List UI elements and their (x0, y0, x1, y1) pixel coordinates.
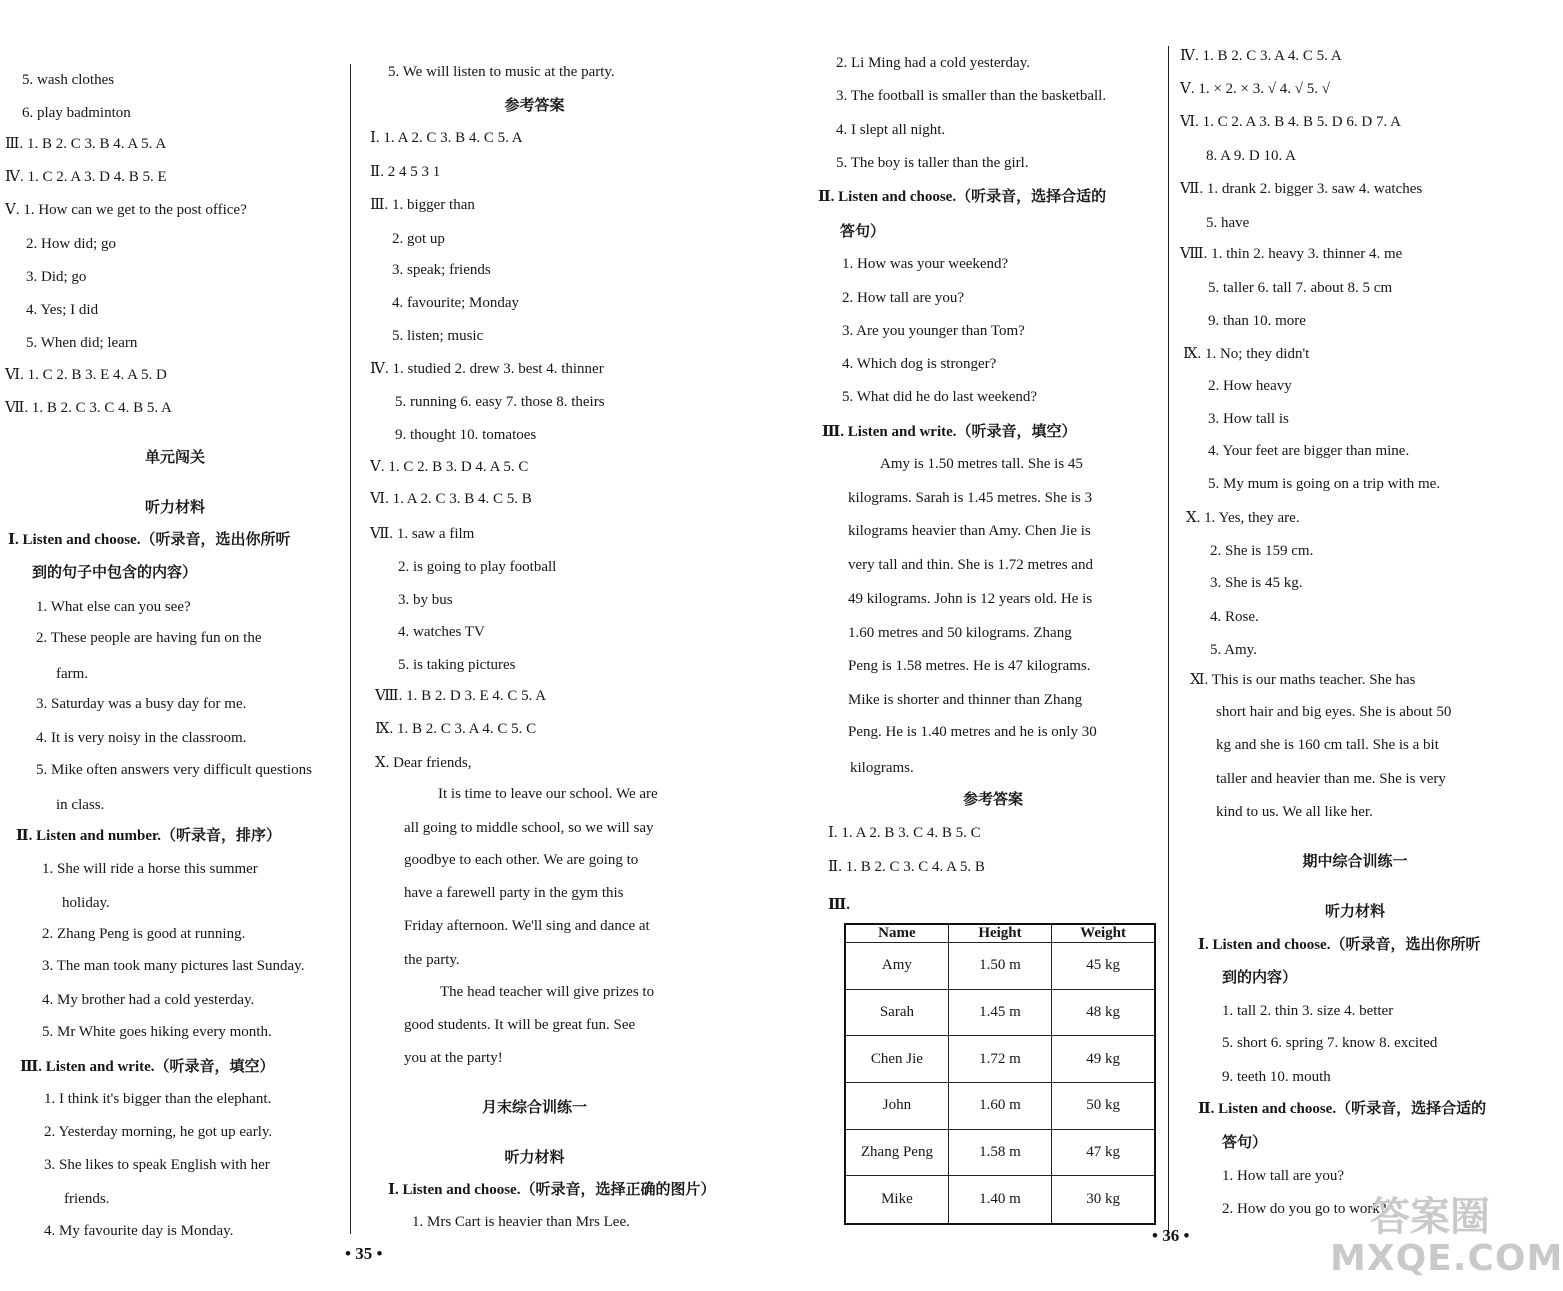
watermark-url: MXQE.COM (1330, 1238, 1563, 1279)
text-line: Friday afternoon. We'll sing and dance at (404, 918, 650, 934)
table-cell: Chen Jie (845, 1036, 948, 1083)
table-row (845, 1129, 1155, 1176)
text-line: 5. My mum is going on a trip with me. (1208, 476, 1441, 492)
text-line: 5. is taking pictures (398, 657, 516, 673)
answer-line: Ⅺ. This is our maths teacher. She has (1190, 672, 1416, 688)
text-line: 5. wash clothes (22, 72, 115, 88)
question-heading: Ⅰ. Listen and choose.（听录音，选择正确的图片） (388, 1182, 716, 1198)
text-line: 4. I slept all night. (836, 122, 946, 138)
table-row (845, 989, 1155, 1036)
text-line: 5. have (1206, 215, 1250, 231)
text-line: friends. (64, 1191, 110, 1207)
answer-line: Ⅶ. 1. B 2. C 3. C 4. B 5. A (5, 400, 172, 416)
text-line: 3. speak; friends (392, 262, 491, 278)
text-line: very tall and thin. She is 1.72 metres and (848, 557, 1093, 573)
answer-line: Ⅰ. 1. A 2. B 3. C 4. B 5. C (828, 825, 981, 841)
answer-line: Ⅷ. 1. thin 2. heavy 3. thinner 4. me (1180, 246, 1403, 262)
table-header-row (845, 924, 1155, 943)
text-line: 2. Zhang Peng is good at running. (42, 926, 246, 942)
text-line: 4. favourite; Monday (392, 295, 520, 311)
text-line: 5. Mike often answers very difficult questions (36, 762, 312, 778)
page-number-right: • 36 • (1152, 1226, 1190, 1245)
answer-line: Ⅴ. 1. How can we get to the post office? (5, 202, 247, 218)
table-cell: 1.60 m (948, 1083, 1051, 1130)
height-weight-table (844, 923, 1156, 1225)
answer-line: Ⅲ. 1. bigger than (370, 197, 475, 213)
table-cell: 49 kg (1052, 1036, 1155, 1083)
text-line: 2. got up (392, 231, 445, 247)
header-cell: Weight (1052, 924, 1155, 943)
header-cell: Name (845, 924, 948, 943)
answer-line: Ⅵ. 1. C 2. A 3. B 4. B 5. D 6. D 7. A (1180, 114, 1401, 130)
question-heading: Ⅱ. Listen and choose.（听录音，选择合适的 (1198, 1101, 1487, 1117)
text-line: 1. She will ride a horse this summer (42, 861, 258, 877)
text-line: 3. Are you younger than Tom? (842, 323, 1025, 339)
answer-line: Ⅷ. 1. B 2. D 3. E 4. C 5. A (375, 688, 547, 704)
answer-line: Ⅱ. 2 4 5 3 1 (370, 164, 441, 180)
text-line: 1. I think it's bigger than the elephant. (44, 1091, 272, 1107)
table-cell: 30 kg (1052, 1176, 1155, 1224)
text-line: kilograms heavier than Amy. Chen Jie is (848, 523, 1091, 539)
answer-line: Ⅵ. 1. C 2. B 3. E 4. A 5. D (5, 367, 167, 383)
text-line: 1. What else can you see? (36, 599, 191, 615)
table-cell: 50 kg (1052, 1083, 1155, 1130)
text-line: 5. short 6. spring 7. know 8. excited (1222, 1035, 1438, 1051)
text-line: 5. Amy. (1210, 642, 1257, 658)
answer-line: Ⅱ. 1. B 2. C 3. C 4. A 5. B (828, 859, 985, 875)
text-line: 49 kilograms. John is 12 years old. He is (848, 591, 1093, 607)
section-title: 单元闯关 (144, 450, 205, 466)
text-line: the party. (404, 952, 460, 968)
question-heading: Ⅰ. Listen and choose.（听录音，选出你所听 (8, 532, 291, 548)
text-line: 2. Yesterday morning, he got up early. (44, 1124, 273, 1140)
text-line: 2. These people are having fun on the (36, 630, 262, 646)
table-cell: Amy (845, 943, 948, 990)
text-line: 5. What did he do last weekend? (842, 389, 1038, 405)
text-line: Mike is shorter and thinner than Zhang (848, 692, 1083, 708)
answer-line: Ⅳ. 1. studied 2. drew 3. best 4. thinner (370, 361, 604, 377)
text-line: 5. We will listen to music at the party. (388, 64, 615, 80)
text-line: Peng is 1.58 metres. He is 47 kilograms. (848, 658, 1091, 674)
answer-line: Ⅸ. 1. B 2. C 3. A 4. C 5. C (375, 721, 537, 737)
answer-line: Ⅵ. 1. A 2. C 3. B 4. C 5. B (370, 491, 532, 507)
table-row (845, 943, 1155, 990)
answer-line: Ⅹ. Dear friends, (375, 755, 472, 771)
answer-line: Ⅶ. 1. saw a film (370, 526, 475, 542)
text-line: 2. How tall are you? (842, 290, 965, 306)
text-line: 3. by bus (398, 592, 453, 608)
text-line: 4. Which dog is stronger? (842, 356, 997, 372)
question-heading: Ⅲ. Listen and write.（听录音，填空） (822, 424, 1077, 440)
text-line: 4. It is very noisy in the classroom. (36, 730, 247, 746)
text-line: 9. teeth 10. mouth (1222, 1069, 1331, 1085)
text-line: 1.60 metres and 50 kilograms. Zhang (848, 625, 1072, 641)
text-line: you at the party! (404, 1050, 503, 1066)
table-cell: John (845, 1083, 948, 1130)
text-line: 2. She is 159 cm. (1210, 543, 1314, 559)
text-line: Peng. He is 1.40 metres and he is only 30 (848, 724, 1097, 740)
text-line: farm. (56, 666, 89, 682)
text-line: 2. How did; go (26, 236, 116, 252)
text-line: all going to middle school, so we will say (404, 820, 654, 836)
answer-line: Ⅲ. 1. B 2. C 3. B 4. A 5. A (5, 136, 167, 152)
text-line: goodbye to each other. We are going to (404, 852, 639, 868)
text-line: It is time to leave our school. We are (438, 786, 658, 802)
answer-line: Ⅰ. 1. A 2. C 3. B 4. C 5. A (370, 130, 523, 146)
text-line: in class. (56, 797, 105, 813)
table-cell: 47 kg (1052, 1129, 1155, 1176)
text-line: 5. Mr White goes hiking every month. (42, 1024, 272, 1040)
text-line: 5. running 6. easy 7. those 8. theirs (395, 394, 605, 410)
text-line: 1. How was your weekend? (842, 256, 1009, 272)
answer-line: Ⅴ. 1. C 2. B 3. D 4. A 5. C (370, 459, 529, 475)
table-row (845, 1176, 1155, 1224)
table-cell: 1.45 m (948, 989, 1051, 1036)
question-heading: 到的句子中包含的内容） (32, 565, 198, 581)
text-line: 1. tall 2. thin 3. size 4. better (1222, 1003, 1394, 1019)
page-number-left: • 35 • (345, 1244, 383, 1263)
text-line: taller and heavier than me. She is very (1216, 771, 1446, 787)
text-line: 4. My favourite day is Monday. (44, 1223, 234, 1239)
text-line: 5. taller 6. tall 7. about 8. 5 cm (1208, 280, 1393, 296)
table-cell: 1.50 m (948, 943, 1051, 990)
text-line: 4. My brother had a cold yesterday. (42, 992, 255, 1008)
answer-line: Ⅳ. 1. C 2. A 3. D 4. B 5. E (5, 169, 167, 185)
question-heading: Ⅱ. Listen and choose.（听录音，选择合适的 (818, 189, 1107, 205)
text-line: kilograms. Sarah is 1.45 metres. She is 3 (848, 490, 1093, 506)
text-line: kilograms. (850, 760, 914, 776)
table-cell: 1.40 m (948, 1176, 1051, 1224)
text-line: 3. She is 45 kg. (1210, 575, 1303, 591)
table-cell: 48 kg (1052, 989, 1155, 1036)
text-line: kg and she is 160 cm tall. She is a bit (1216, 737, 1439, 753)
answer-line: Ⅴ. 1. × 2. × 3. √ 4. √ 5. √ (1180, 81, 1330, 97)
text-line: 5. listen; music (392, 328, 484, 344)
section-title: 参考答案 (504, 98, 565, 114)
text-line: 6. play badminton (22, 105, 131, 121)
text-line: 8. A 9. D 10. A (1206, 148, 1297, 164)
question-heading: Ⅱ. Listen and number.（听录音，排序） (16, 828, 282, 844)
text-line: 3. How tall is (1208, 411, 1289, 427)
table-cell: 45 kg (1052, 943, 1155, 990)
text-line: holiday. (62, 895, 110, 911)
text-line: 1. How tall are you? (1222, 1168, 1345, 1184)
question-heading: 到的内容） (1222, 970, 1298, 986)
text-line: Amy is 1.50 metres tall. She is 45 (880, 456, 1083, 472)
text-line: have a farewell party in the gym this (404, 885, 624, 901)
text-line: 9. than 10. more (1208, 313, 1306, 329)
text-line: 2. is going to play football (398, 559, 557, 575)
text-line: good students. It will be great fun. See (404, 1017, 636, 1033)
text-line: 4. Rose. (1210, 609, 1259, 625)
text-line: 1. Mrs Cart is heavier than Mrs Lee. (412, 1214, 630, 1230)
table-cell: Zhang Peng (845, 1129, 948, 1176)
text-line: 3. The football is smaller than the basketball. (836, 88, 1107, 104)
text-line: 2. How do you go to work? (1222, 1201, 1387, 1217)
section-title: 月末综合训练一 (481, 1100, 587, 1116)
question-heading: 答句） (1222, 1135, 1268, 1151)
text-line: 3. The man took many pictures last Sunday. (42, 958, 305, 974)
table-cell: Mike (845, 1176, 948, 1224)
table-cell: 1.72 m (948, 1036, 1051, 1083)
section-subtitle: 听力材料 (504, 1150, 565, 1166)
section-title: 期中综合训练一 (1302, 854, 1408, 870)
section-title: 参考答案 (962, 792, 1023, 808)
section-subtitle: 听力材料 (1324, 904, 1385, 920)
text-line: 3. Did; go (26, 269, 87, 285)
text-line: 3. She likes to speak English with her (44, 1157, 270, 1173)
watermark-text: 答案圈 (1370, 1194, 1490, 1240)
text-line: 4. Yes; I did (26, 302, 99, 318)
answer-line: Ⅹ. 1. Yes, they are. (1186, 510, 1300, 526)
text-line: 5. The boy is taller than the girl. (836, 155, 1029, 171)
section-subtitle: 听力材料 (144, 500, 205, 516)
text-line: 4. Your feet are bigger than mine. (1208, 443, 1410, 459)
table-cell: 1.58 m (948, 1129, 1051, 1176)
watermark-logo (1330, 1194, 1563, 1279)
text-line: short hair and big eyes. She is about 50 (1216, 704, 1452, 720)
column-divider (350, 64, 351, 1234)
answer-line: Ⅳ. 1. B 2. C 3. A 4. C 5. A (1180, 48, 1342, 64)
text-line: 2. How heavy (1208, 378, 1292, 394)
table-row (845, 1083, 1155, 1130)
table-row (845, 1036, 1155, 1083)
answer-line: Ⅸ. 1. No; they didn't (1183, 346, 1310, 362)
text-line: 9. thought 10. tomatoes (395, 427, 537, 443)
text-line: 4. watches TV (398, 624, 485, 640)
table-cell: Sarah (845, 989, 948, 1036)
question-heading: Ⅰ. Listen and choose.（听录音，选出你所听 (1198, 937, 1481, 953)
header-cell: Height (948, 924, 1051, 943)
text-line: 5. When did; learn (26, 335, 138, 351)
column-divider (1168, 46, 1169, 1234)
text-line: The head teacher will give prizes to (440, 984, 655, 1000)
answer-line: Ⅲ. (828, 897, 851, 913)
text-line: 2. Li Ming had a cold yesterday. (836, 55, 1030, 71)
answer-line: Ⅶ. 1. drank 2. bigger 3. saw 4. watches (1180, 181, 1423, 197)
text-line: kind to us. We all like her. (1216, 804, 1373, 820)
question-heading: Ⅲ. Listen and write.（听录音，填空） (20, 1059, 275, 1075)
question-heading: 答句） (840, 224, 886, 240)
text-line: 3. Saturday was a busy day for me. (36, 696, 247, 712)
